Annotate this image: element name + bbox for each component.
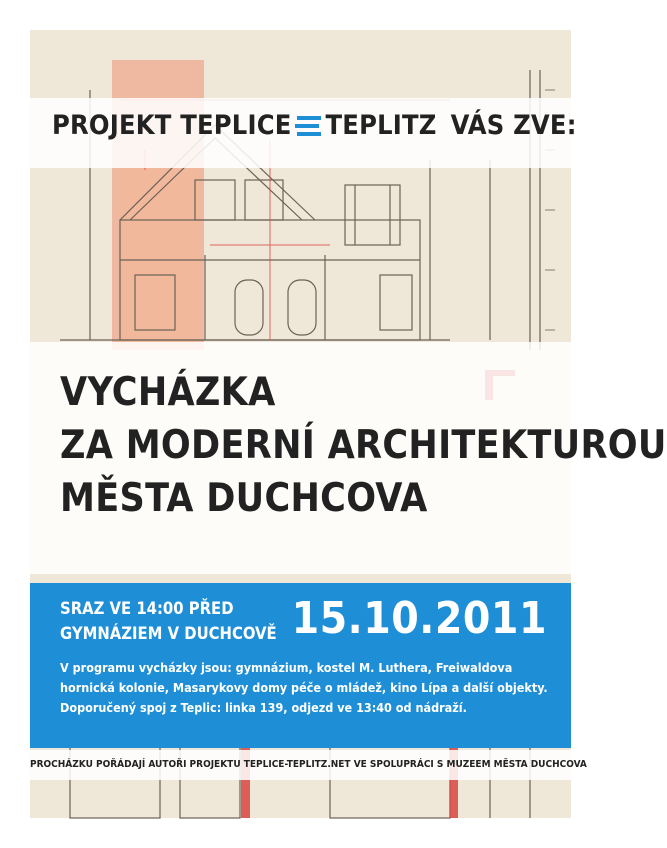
header-project-name: PROJEKT TEPLICE	[52, 110, 292, 141]
header-project-name-german: TEPLITZ	[325, 110, 437, 141]
header-line	[52, 110, 577, 141]
program-line-1: V programu vycházky jsou: gymnázium, kostel M. Luthera, Freiwaldova	[60, 660, 513, 675]
title-line-3: MĚSTA DUCHCOVA	[60, 476, 428, 521]
program-line-2: hornická kolonie, Masarykovy domy péče o mládež, kino Lípa a další objekty.	[60, 680, 548, 695]
title-line-2: ZA MODERNÍ ARCHITEKTUROU	[60, 423, 667, 468]
header-invite: VÁS ZVE:	[450, 110, 577, 141]
organizers-footer: PROCHÁZKU POŘÁDAJÍ AUTOŘI PROJEKTU TEPLICE-TEPLITZ.NET VE SPOLUPRÁCI S MUZEEM MĚSTA DUCHCOVA	[30, 759, 587, 770]
program-line-3: Doporučený spoj z Teplic: linka 139, odjezd ve 13:40 od nádraží.	[60, 700, 467, 715]
meeting-place: GYMNÁZIEM V DUCHCOVĚ	[60, 624, 277, 643]
event-date: 15.10.2011	[291, 593, 547, 644]
poster	[30, 30, 667, 818]
title-line-1: VYCHÁZKA	[60, 370, 276, 415]
program-description	[60, 658, 548, 718]
teplice-teplitz-logo-icon	[293, 113, 325, 139]
meeting-time: SRAZ VE 14:00 PŘED	[60, 599, 234, 618]
meeting-point	[60, 596, 277, 646]
